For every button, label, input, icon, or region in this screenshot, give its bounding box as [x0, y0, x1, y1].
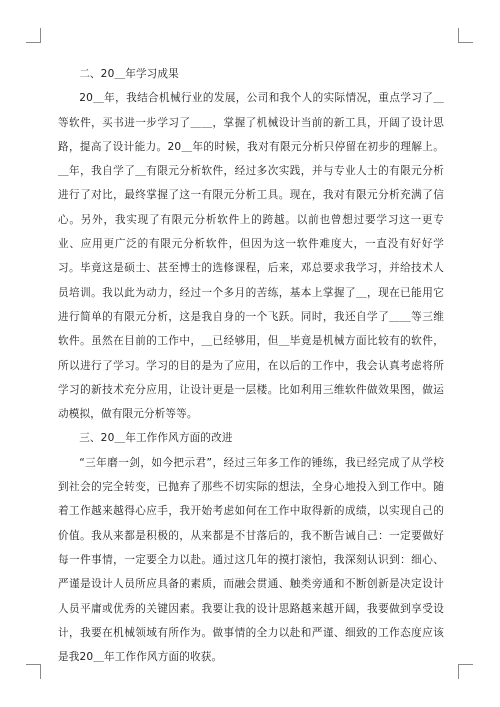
section-heading-work-style: 三、20＿年工作作风方面的改进: [79, 432, 233, 445]
crop-mark-top-right: [458, 28, 473, 43]
crop-mark-bottom-right: [458, 664, 473, 679]
crop-mark-top-left: [26, 28, 41, 43]
crop-mark-bottom-left: [26, 664, 41, 679]
section-heading-learning-results: 二、20＿年学习成果: [79, 68, 179, 80]
document-body: [58, 62, 444, 669]
section-paragraph-work-style: “三年磨一剑，如今把示君”，经过三年多工作的锤练，我已经完成了从学校到社会的完全转变，已抛弃了那些不切实际的想法，全身心地投入到工作中。随着工作越来越得心应手，我开始考虑如何在工作中取得新的成绩，以实现自己的价值。我从来都是积极的，从来都是不甘落后的，我不断告诫自己：一定要做好每一件事情，一定要全力以赴。通过这几年的摸打滚怕，我深刻认识到：细心、严谨是设计人员所应具备的素质，而融会贯通、触类旁通和不断创新是决定设计人员平庸或优秀的关键因素。我要让我的设计思路越来越开阔，我要做到享受设计，我要在机械领域有所作为。做事情的全力以赴和严谨、细致的工作态度应该是我20＿年工作作风方面的收获。: [58, 456, 444, 664]
section-paragraph-learning-results: 20＿年，我结合机械行业的发展，公司和我个人的实际情况，重点学习了＿等软件，买书进一步学习了＿＿，掌握了机械设计当前的新工具，开阔了设计思路，提高了设计能力。20＿年的时候，我对有限元分析只停留在初步的理解上。＿年，我自学了＿有限元分析软件，经过多次实践，并与专业人士的有限元分析进行了对比，最终掌握了这一有限元分析工具。现在，我对有限元分析充满了信心。另外，我实现了有限元分析软件上的跨越。以前也曾想过要学习这一更专业、应用更广泛的有限元分析软件，但因为这一软件难度大，一直没有好好学习。毕竟这是硕士、甚至博士的选修课程，后来，邓总要求我学习，并给技术人员培训。我以此为动力，经过一个多月的苦练，基本上掌握了＿，现在已能用它进行简单的有限元分析，这是我自身的一个飞跃。同时，我还自学了＿＿等三维软件。虽然在目前的工作中，＿已经够用，但＿毕竟是机械方面比较有的软件，所以进行了学习。学习的目的是为了应用，在以后的工作中，我会认真考虑将所学习的新技术充分应用，让设计更是一层楼。比如利用三维软件做效果图，做运动模拟，做有限元分析等等。: [58, 92, 444, 421]
